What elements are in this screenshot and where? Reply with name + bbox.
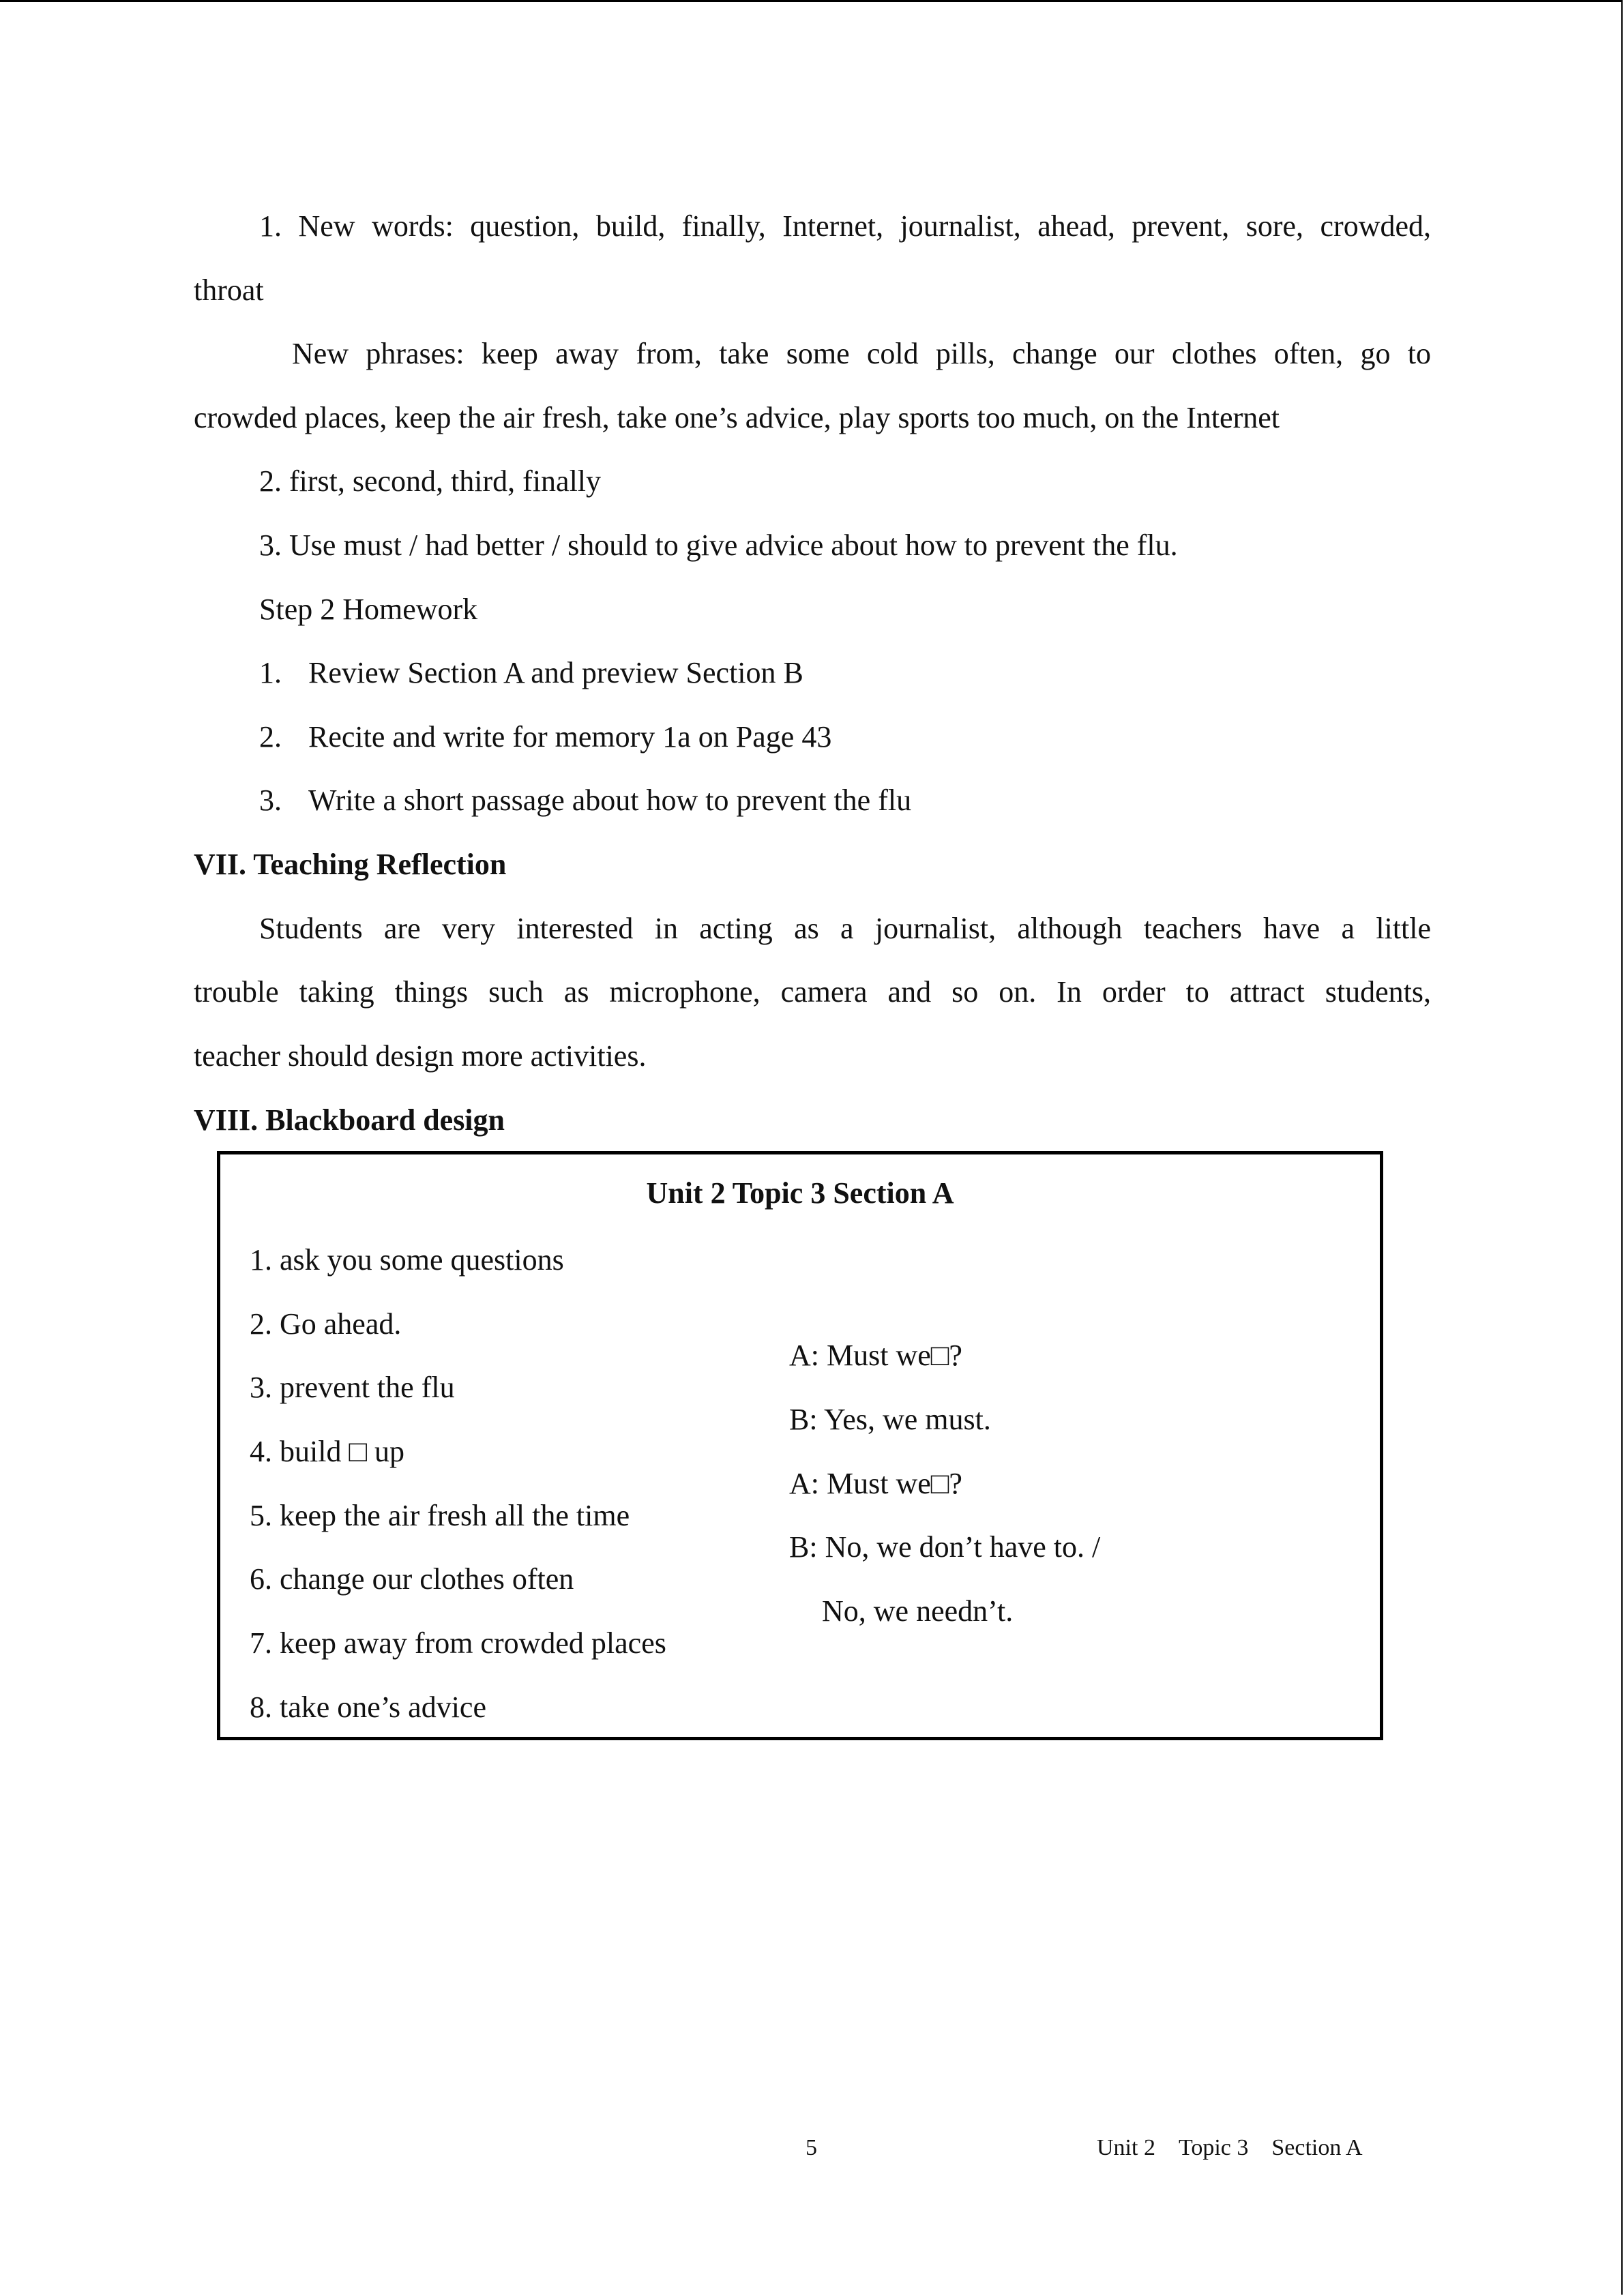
blackboard-dialogue-line: B: Yes, we must. bbox=[789, 1403, 991, 1436]
new-phrases-line-1: New phrases: keep away from, take some cold pills, change our clothes often, go to bbox=[292, 337, 1431, 370]
blackboard-box bbox=[217, 1151, 1383, 1740]
blackboard-left-item: 3. prevent the flu bbox=[250, 1371, 455, 1404]
teaching-reflection-heading: VII. Teaching Reflection bbox=[194, 848, 507, 881]
blackboard-left-item: 1. ask you some questions bbox=[250, 1243, 564, 1277]
homework-item bbox=[259, 654, 803, 692]
homework-item-text: Recite and write for memory 1a on Page 43 bbox=[308, 720, 832, 754]
blackboard-left-item: 6. change our clothes often bbox=[250, 1562, 574, 1596]
new-words-line-1: 1. New words: question, build, finally, Internet, journalist, ahead, prevent, sore, crowded, bbox=[259, 209, 1431, 243]
blackboard-left-item: 7. keep away from crowded places bbox=[250, 1626, 666, 1660]
homework-item bbox=[259, 718, 831, 756]
reflection-line-1: Students are very interested in acting as a journalist, although teachers have a little bbox=[259, 912, 1431, 945]
blackboard-title: Unit 2 Topic 3 Section A bbox=[646, 1176, 954, 1210]
new-words-line-2: throat bbox=[194, 273, 264, 307]
blackboard-dialogue-line: A: Must we□? bbox=[789, 1467, 962, 1500]
blackboard-left-item: 5. keep the air fresh all the time bbox=[250, 1499, 630, 1532]
blackboard-left-item: 8. take one’s advice bbox=[250, 1690, 486, 1724]
homework-item-text: Write a short passage about how to prevent the flu bbox=[308, 784, 912, 817]
new-phrases-line-2: crowded places, keep the air fresh, take one’s advice, play sports too much, on the Internet bbox=[194, 401, 1280, 434]
page-number: 5 bbox=[806, 2135, 817, 2160]
blackboard-dialogue-line: No, we needn’t. bbox=[822, 1594, 1014, 1628]
sequence-words: 2. first, second, third, finally bbox=[259, 464, 602, 498]
blackboard-dialogue-line: A: Must we□? bbox=[789, 1339, 962, 1372]
homework-item-number: 2. bbox=[259, 720, 282, 754]
homework-item-number: 3. bbox=[259, 784, 282, 817]
modal-advice-item: 3. Use must / had better / should to give advice about how to prevent the flu. bbox=[259, 528, 1178, 562]
blackboard-left-item: 4. build □ up bbox=[250, 1435, 405, 1468]
footer-section-label: Unit 2 Topic 3 Section A bbox=[1097, 2135, 1363, 2160]
blackboard-design-heading: VIII. Blackboard design bbox=[194, 1103, 505, 1137]
reflection-line-3: teacher should design more activities. bbox=[194, 1039, 647, 1073]
reflection-line-2: trouble taking things such as microphone, camera and so on. In order to attract students, bbox=[194, 975, 1431, 1009]
homework-item-text: Review Section A and preview Section B bbox=[308, 656, 803, 689]
homework-heading: Step 2 Homework bbox=[259, 593, 478, 626]
homework-item-number: 1. bbox=[259, 656, 282, 689]
blackboard-left-item: 2. Go ahead. bbox=[250, 1307, 402, 1341]
homework-item bbox=[259, 781, 911, 820]
blackboard-dialogue-line: B: No, we don’t have to. / bbox=[789, 1530, 1101, 1564]
